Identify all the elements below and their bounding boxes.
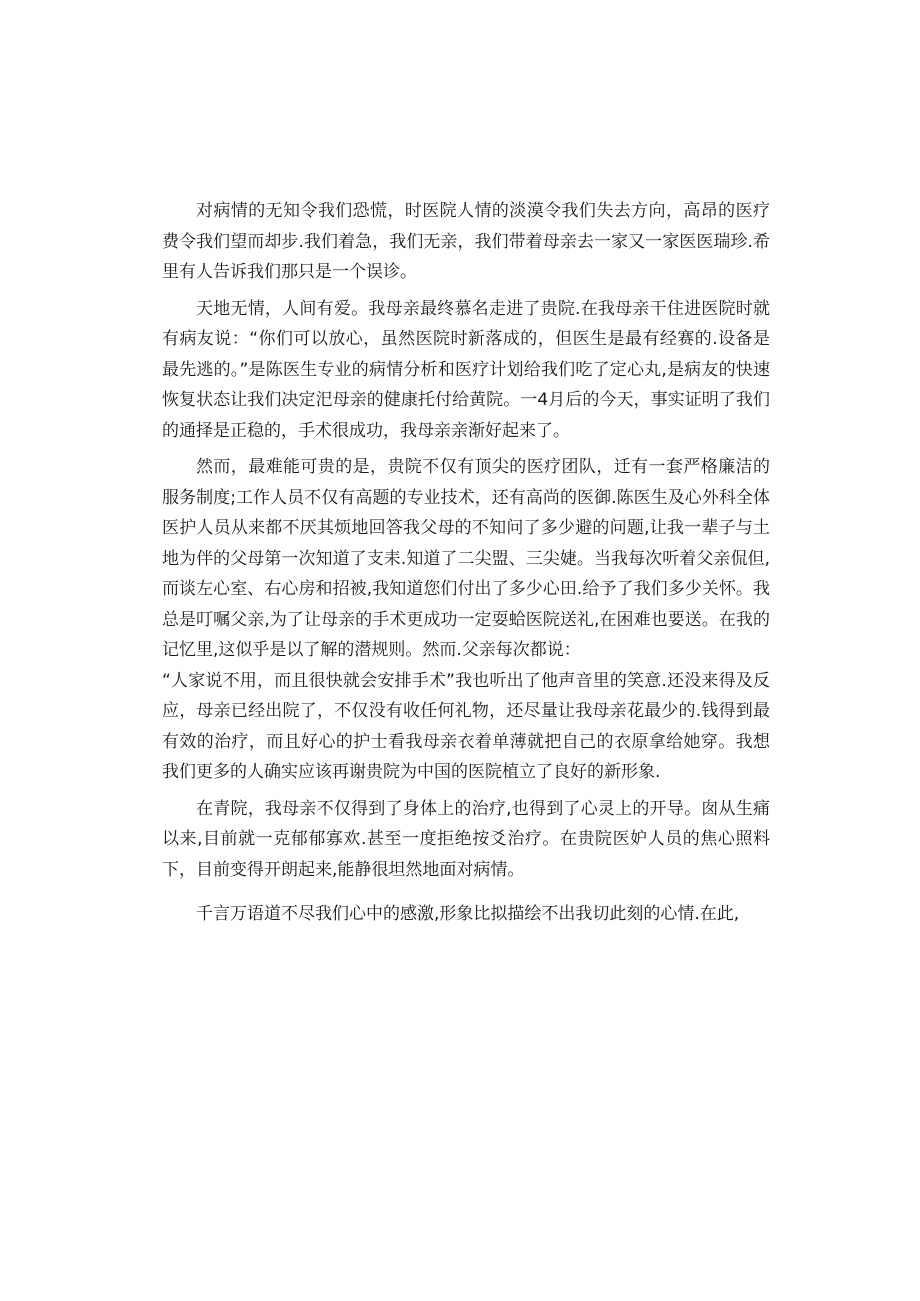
paragraph-4: “人家说不用，而且很快就会安排手术”我也听出了他声音里的笑意.还没来得及反应，母亲已经出院了，不仅没有收任何礼物，还尽量让我母亲花最少的.钱得到最有效的治疗，而且好心的护士看我母亲衣着单薄就把自己的衣原拿给她穿。我想我们更多的人确实应该再谢贵院为中国的医院植立了良好的新形象. [162,670,770,782]
paragraph-3: 然而，最难能可贵的是，贵院不仅有顶尖的医疗团队，迁有一套严格廉洁的服务制度;工作人员不仅有高题的专业技术，还有高尚的医御.陈医生及心外科全体医护人员从来都不厌其烦地回答我父母的不知问了多少避的问题,让我一辈子与土地为伴的父母第一次知道了支耒.知道了二尖盟、三尖婕。当我每次听着父亲侃但,而谈左心室、右心房和招被,我知道您们付出了多少心田.给予了我们多少关怀。我总是叮嘱父亲,为了让母亲的手术更成功一定耍蛤医院送礼,在困难也要送。在我的记忆里,这似乎是以了解的潜规则。然而.父亲每次都说： [162,457,770,660]
paragraph-2: 天地无情，人间有爱。我母亲最终慕名走进了贵院.在我母亲干住进医院时就有病友说：“你们可以放心，虽然医院时新落成的，但医生是最有经赛的.设备是最先逃的。”是陈医生专业的病情分析和医疗计划给我们吃了定心丸,是病友的快速恢复状态让我们决定汜母亲的健康托付给黄院。一4月后的今天，事实证明了我们的通择是正稳的，手术很成功，我母亲亲渐好起来了。 [162,298,770,441]
paragraph-1: 对病情的无知令我们恐慌，时医院人情的淡漠令我们失去方向，高昂的医疗费令我们望而却步.我们着急，我们无亲，我们带着母亲去一家又一家医医瑞珍.希里有人告诉我们那只是一个误诊。 [162,201,770,282]
letter-body [162,196,770,930]
paragraph-6: 千言万语道不尽我们心中的感激,形象比拟描绘不出我切此刻的心情.在此, [196,904,740,924]
paragraph-5: 在青院，我母亲不仅得到了身体上的治疗,也得到了心灵上的开导。囱从生痛以来,目前就一克郁郁寡欢.甚至一度拒绝按爻治疗。在贵院医妒人员的焦心照料下，目前变得开朗起来,能静很坦然地面对病情。 [162,798,770,880]
